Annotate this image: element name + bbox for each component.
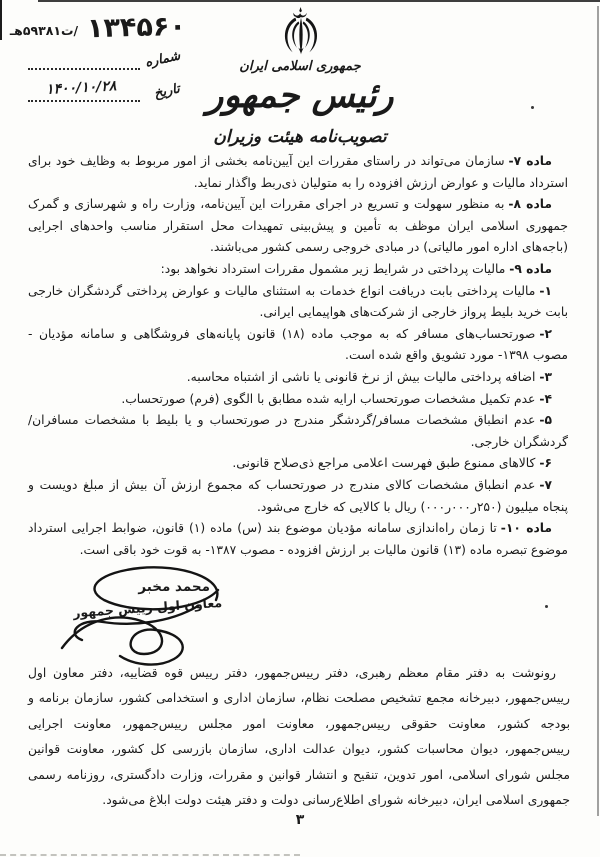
- article-lead: ماده ۹-: [509, 261, 552, 276]
- article-9: [28, 259, 568, 281]
- scan-edge-left: [0, 0, 2, 40]
- scan-edge-bottom: [0, 854, 300, 856]
- clause-text: صورتحساب‌های مسافر که به موجب ماده (۱۸) قانون پایانه‌های فروشگاهی و سامانه مؤدیان - مصوب ۱۳۹۸- مورد تشویق واقع شده است.: [28, 326, 568, 363]
- article-text: به منظور سهولت و تسریع در اجرای مقررات این آیین‌نامه، وزارت راه و شهرسازی و گمرک جمهوری اسلامی ایران موظف به تأمین و پیش‌بینی تمهیدات محل استقرار مناسب واحدهای اجرایی (باجه‌های اداره امور مالیاتی) در مبادی خروجی رسمی کشور می‌باشند.: [28, 197, 568, 255]
- clause-lead: ۵-: [539, 413, 552, 428]
- signatory-title: معاون اول رییس جمهور: [72, 594, 223, 621]
- clause-lead: ۱-: [539, 283, 552, 298]
- article-text: سازمان می‌تواند در راستای مقررات این آیین‌نامه بخشی از امور مربوط به وظایف خود برای استرداد مالیات و عوارض ارزش افزوده را به متولیان ذی‌ربط واگذار نماید.: [28, 154, 568, 190]
- clause-7: [28, 475, 568, 518]
- clause-lead: ۷-: [539, 477, 552, 492]
- distribution-paragraph: رونوشت به دفتر مقام معظم رهبری، دفتر رییس‌جمهور، دفتر رییس قوه قضاییه، دفتر معاون اول رییس‌جمهور، دبیرخانه مجمع تشخیص مصلحت نظام، سازمان اداری و استخدامی کشور، سازمان برنامه و بودجه کشور، معاونت حقوقی رییس‌جمهور، معاونت امور مجلس رییس‌جمهور، معاونت اجرایی رییس‌جمهور، دیوان محاسبات کشور، دیوان عدالت اداری، سازمان بازرسی کل کشور، معاونت قوانین مجلس شورای اسلامی، امور تدوین، تنقیح و انتشار قوانین و مقررات، وزارت دادگستری، روزنامه رسمی جمهوری اسلامی ایران، دبیرخانه شورای اطلاع‌رسانی دولت و دفتر هیئت دولت ابلاغ می‌شود.: [28, 666, 570, 808]
- article-text: مالیات پرداختی در شرایط زیر مشمول مقررات استرداد نخواهد بود:: [160, 261, 506, 276]
- clause-lead: ۲-: [539, 326, 552, 341]
- reference-number-stamp: /ت۵۹۳۸۱هـ: [9, 23, 79, 38]
- clause-text: عدم تکمیل مشخصات صورتحساب ارایه شده مطابق با الگوی (فرم) صورتحساب.: [121, 391, 536, 406]
- reference-number-handwritten: ۱۳۴۵۶۰: [86, 10, 187, 45]
- letterhead-office-title: رئیس جمهور: [206, 76, 394, 116]
- clause-4: [28, 389, 568, 411]
- signature-block: [48, 560, 248, 672]
- clause-2: [28, 324, 568, 367]
- article-10: [28, 518, 568, 561]
- article-8: [28, 194, 568, 259]
- article-lead: ماده ۸-: [508, 197, 552, 212]
- reference-number-line: [6, 10, 187, 45]
- clause-5: [28, 410, 568, 453]
- article-lead: ماده ۷-: [508, 154, 552, 168]
- scan-speck: [545, 605, 548, 608]
- letterhead-country: جمهوری اسلامی ایران: [239, 59, 361, 74]
- signature-flourish-icon: [48, 560, 248, 672]
- clause-text: اضافه پرداختی مالیات بیش از نرخ قانونی یا ناشی از اشتباه محاسبه.: [186, 369, 536, 384]
- clause-1: [28, 281, 568, 324]
- article-text: تا زمان راه‌اندازی سامانه مؤدیان موضوع بند (س) ماده (۱) قانون، ضوابط اجرایی استرداد موضوع تبصره ماده (۱۳) قانون مالیات بر ارزش افزوده - مصوب ۱۳۸۷- به قوت خود باقی است.: [28, 521, 568, 557]
- clause-text: عدم انطباق مشخصات کالای مندرج در صورتحساب که مجموع ارزش آن بیش از مبلغ دویست و پنجاه میلیون (۲۵۰ر۰۰۰ر۰۰۰) ریال با کالایی که خارج می‌شود.: [28, 477, 568, 514]
- clause-text: کالاهای ممنوع طبق فهرست اعلامی مراجع ذی‌صلاح قانونی.: [232, 456, 536, 471]
- article-lead: ماده ۱۰-: [500, 521, 552, 536]
- decree-body: [28, 151, 568, 561]
- article-7: [28, 151, 568, 194]
- date-value-handwritten: ۱۴۰۰/۱۰/۲۸: [45, 78, 117, 98]
- scan-edge-top: [38, 0, 600, 2]
- date-label: تاریخ: [152, 81, 182, 102]
- page-number: ۳: [295, 812, 305, 828]
- signatory-name: محمد مخبر: [138, 579, 210, 595]
- clause-lead: ۶-: [539, 456, 552, 471]
- clause-text: عدم انطباق مشخصات مسافر/گردشگر مندرج در صورتحساب و یا بلیط با مشخصات مسافران/گردشگران خارجی.: [28, 413, 568, 449]
- clause-lead: ۴-: [539, 391, 552, 406]
- clause-6: [28, 453, 568, 475]
- letterhead-document-type: تصویب‌نامه هیئت وزیران: [213, 127, 387, 147]
- number-label: شماره: [143, 48, 182, 71]
- clause-text: مالیات پرداختی بابت دریافت انواع خدمات به استثنای مالیات و عوارض پرداختی گردشگران خارجی بابت خرید بلیط پرواز خارجی از شرکت‌های هواپیمایی ایرانی.: [28, 283, 568, 320]
- iran-emblem-icon: [279, 7, 323, 63]
- clause-3: [28, 367, 568, 389]
- clause-lead: ۳-: [539, 369, 552, 384]
